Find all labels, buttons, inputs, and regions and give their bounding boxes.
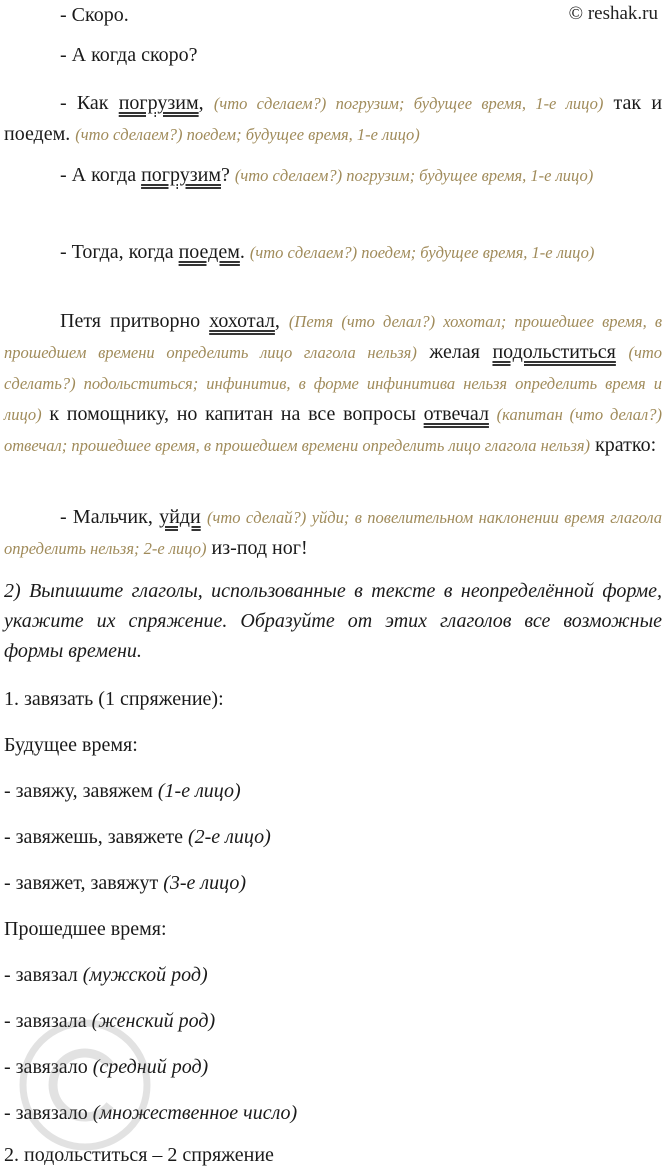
underlined-verb: подольститься bbox=[492, 341, 616, 363]
tense-heading: Будущее время: bbox=[4, 734, 138, 756]
form-label: (2-е лицо) bbox=[187, 826, 271, 848]
copyright-text: © reshak.ru bbox=[568, 3, 658, 24]
underlined-verb: хохотал bbox=[209, 310, 275, 332]
list-item bbox=[4, 822, 271, 852]
list-item bbox=[4, 1006, 215, 1036]
grammar-note: (что сделаем?) погрузим; будущее время, 1-е лицо) bbox=[213, 94, 604, 113]
form-label: (множественное число) bbox=[92, 1102, 298, 1124]
grammar-note: (что сделать?) подольститься; инфинитив, в форме инфинитива нельзя определить время и лицо) bbox=[4, 343, 662, 424]
form-label: (средний род) bbox=[92, 1056, 209, 1078]
task-instruction: 2) Выпишите глаголы, использованные в тексте в неопределённой форме, укажите их спряжение. Образуйте от этих глаголов все возможные формы времени. bbox=[4, 580, 662, 662]
tense-heading: Прошедшее время: bbox=[4, 918, 167, 940]
grammar-note: (Петя (что делал?) хохотал; прошедшее время, в прошедшем времени определить лицо глагола нельзя) bbox=[4, 312, 663, 362]
verb-forms: - завяжет, завяжут bbox=[4, 872, 164, 894]
paragraph-text: к помощнику, но капитан на все вопросы bbox=[41, 403, 424, 425]
dialogue-text: - Мальчик, bbox=[60, 506, 160, 528]
grammar-note: (что сделаем?) погрузим; будущее время, 1-е лицо) bbox=[234, 166, 594, 185]
underlined-verb: погрузим bbox=[141, 164, 221, 186]
verb-forms: - завязало bbox=[4, 1102, 93, 1124]
grammar-note: (что сделай?) уйди; в повелительном наклонении время глагола определить нельзя; 2-е лицо) bbox=[4, 508, 662, 558]
grammar-note: (капитан (что делал?) отвечал; прошедшее время, в прошедшем времени определить лицо глагола нельзя) bbox=[4, 405, 663, 455]
dialogue-text: - Скоро. bbox=[60, 4, 129, 26]
form-label: (1-е лицо) bbox=[157, 780, 241, 802]
list-item bbox=[4, 960, 208, 990]
verb-heading: 2. подольститься – 2 спряжение bbox=[4, 1144, 274, 1166]
dialogue-text: из-под ног! bbox=[206, 537, 308, 559]
form-label: (3-е лицо) bbox=[163, 872, 247, 894]
verb-heading: 1. завязать (1 спряжение): bbox=[4, 688, 224, 710]
dialogue-text: ? bbox=[220, 164, 230, 186]
story-paragraph bbox=[4, 306, 662, 461]
dialogue-line-1 bbox=[4, 0, 662, 30]
dialogue-line-3 bbox=[4, 88, 662, 150]
dialogue-line-6 bbox=[4, 502, 662, 564]
verb-forms: - завязало bbox=[4, 1056, 93, 1078]
underlined-verb: поедем bbox=[178, 241, 240, 263]
grammar-note: (что сделаем?) поедем; будущее время, 1-е лицо) bbox=[75, 125, 420, 144]
list-item bbox=[4, 1098, 297, 1128]
underlined-verb: отвечал bbox=[423, 403, 489, 425]
form-label: (женский род) bbox=[91, 1010, 216, 1032]
underlined-verb: уйди bbox=[159, 506, 201, 528]
dialogue-text: - Как bbox=[60, 92, 119, 114]
paragraph-text: , bbox=[274, 310, 280, 332]
verb-forms: - завяжешь, завяжете bbox=[4, 826, 188, 848]
dialogue-line-2 bbox=[4, 40, 662, 70]
dialogue-text: , bbox=[198, 92, 204, 114]
paragraph-text: желая bbox=[416, 341, 493, 363]
form-label: (мужской род) bbox=[82, 964, 208, 986]
list-item bbox=[4, 1052, 208, 1082]
verb-forms: - завязал bbox=[4, 964, 83, 986]
list-item bbox=[4, 868, 246, 898]
grammar-note: (что сделаем?) поедем; будущее время, 1-е лицо) bbox=[249, 243, 595, 262]
dialogue-text: . bbox=[239, 241, 245, 263]
list-item bbox=[4, 776, 241, 806]
verb-forms: - завязала bbox=[4, 1010, 92, 1032]
verb-forms: - завяжу, завяжем bbox=[4, 780, 158, 802]
dialogue-line-4 bbox=[4, 160, 662, 191]
dialogue-text: - А когда bbox=[60, 164, 142, 186]
dialogue-text: так и поедем. bbox=[4, 92, 663, 145]
dialogue-text: - А когда скоро? bbox=[60, 44, 198, 66]
underlined-verb: погрузим bbox=[118, 92, 199, 114]
paragraph-text: Петя притворно bbox=[60, 310, 210, 332]
dialogue-text: - Тогда, когда bbox=[60, 241, 179, 263]
dialogue-line-5 bbox=[4, 237, 662, 268]
paragraph-text: кратко: bbox=[590, 434, 657, 456]
